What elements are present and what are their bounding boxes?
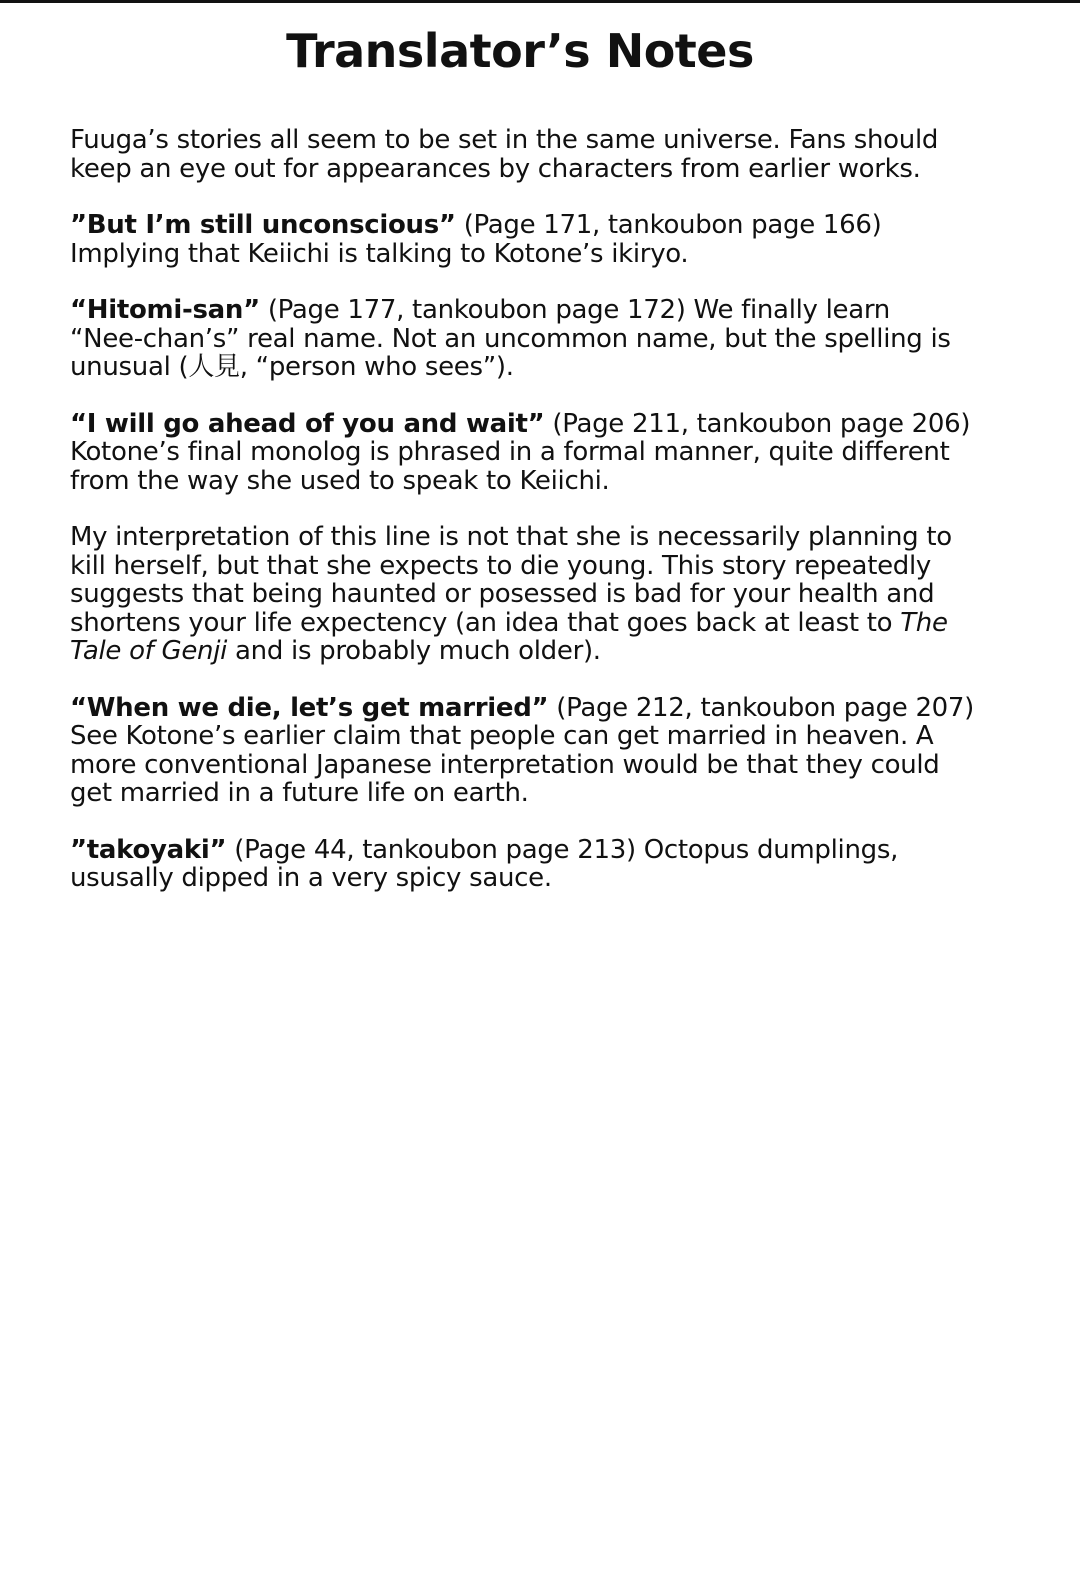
intro-line-1: Fuuga’s stories all seem to be set in the same universe. Fans should: [70, 125, 939, 155]
note-hitomi-san: [70, 296, 970, 382]
intro-paragraph: [70, 126, 970, 183]
note-term: “Hitomi-san”: [70, 295, 260, 325]
note-text-line: Implying that Keiichi is talking to Kotone’s ikiryo.: [70, 238, 689, 269]
notes-body: [70, 125, 975, 921]
note-takoyaki: [70, 836, 970, 893]
page-title: Translator’s Notes: [286, 24, 754, 78]
note-text-line: [70, 609, 970, 638]
interpretation-paragraph: [70, 523, 970, 666]
note-text-line: more conventional Japanese interpretation would be that they could: [70, 749, 940, 780]
note-text-line: kill herself, but that she expects to die young. This story repeatedly: [70, 550, 931, 581]
note-text-line: My interpretation of this line is not that she is necessarily planning to: [70, 522, 952, 552]
note-text-line: See Kotone’s earlier claim that people can get married in heaven. A: [70, 721, 934, 751]
note-page-ref: (Page 171, tankoubon page 166): [455, 210, 882, 240]
note-text-line: suggests that being haunted or posessed is bad for your health and: [70, 579, 935, 609]
note-text-line: ususally dipped in a very spicy sauce.: [70, 863, 552, 893]
note-text-segment: and is probably much older).: [227, 636, 601, 666]
note-first-line: [70, 296, 970, 325]
note-first-line: [70, 211, 970, 240]
note-term: ”But I’m still unconscious”: [70, 210, 456, 240]
note-get-married: [70, 692, 975, 808]
intro-line-2: keep an eye out for appearances by characters from earlier works.: [70, 153, 921, 184]
note-page-ref: (Page 177, tankoubon page 172) We finally learn: [259, 295, 890, 325]
top-border-rule: [0, 0, 1080, 3]
note-text-line: “Nee-chan’s” real name. Not an uncommon name, but the spelling is: [70, 323, 951, 354]
book-title-italic: Tale of Genji: [70, 636, 228, 666]
note-first-line: [70, 410, 970, 439]
note-term: “I will go ahead of you and wait”: [70, 408, 545, 439]
note-text-line: unusual (人見, “person who sees”).: [70, 352, 514, 382]
note-text-line: Kotone’s final monolog is phrased in a formal manner, quite different: [70, 437, 950, 467]
note-first-line: [70, 836, 970, 865]
note-text-line: [70, 637, 970, 666]
note-term: “When we die, let’s get married”: [70, 692, 549, 723]
note-go-ahead: [70, 410, 970, 496]
note-page-ref: (Page 212, tankoubon page 207): [548, 692, 975, 723]
note-text-line: get married in a future life on earth.: [70, 778, 529, 808]
book-title-italic: The: [900, 607, 948, 638]
note-unconscious: [70, 211, 970, 268]
note-term: ”takoyaki”: [70, 834, 227, 865]
note-page-ref: (Page 44, tankoubon page 213) Octopus dumplings,: [226, 834, 899, 865]
note-page-ref: (Page 211, tankoubon page 206): [544, 408, 971, 439]
note-text-segment: shortens your life expectency (an idea that goes back at least to: [70, 607, 901, 638]
note-text-line: from the way she used to speak to Keiichi.: [70, 465, 610, 496]
note-first-line: [70, 692, 975, 723]
